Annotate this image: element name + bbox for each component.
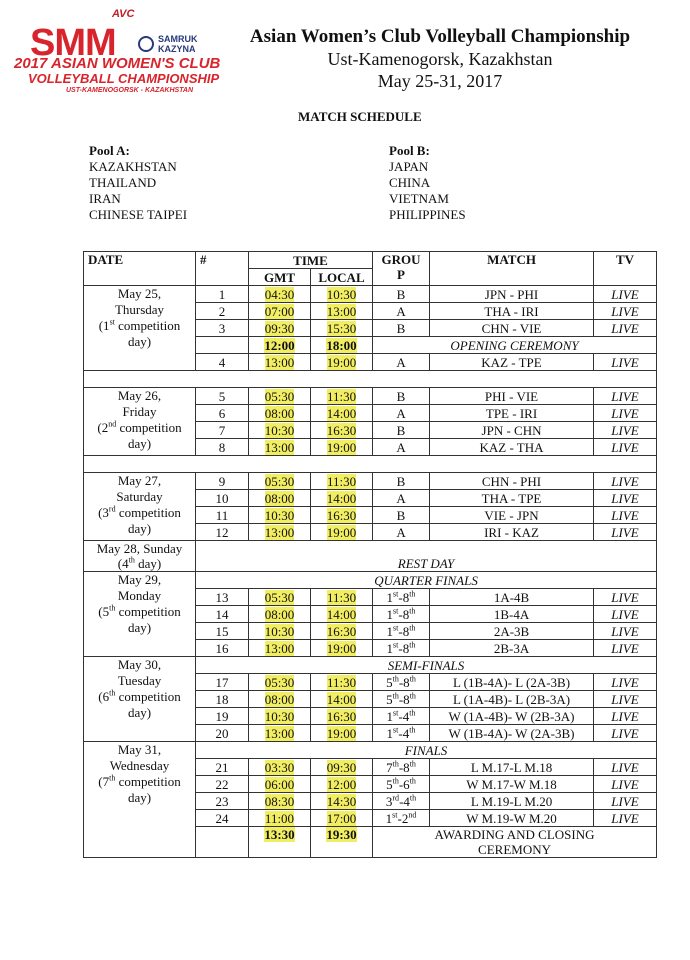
gmt-time: 09:30: [249, 320, 311, 337]
logo-line-1: 2017 ASIAN WOMEN'S CLUB: [14, 55, 221, 72]
gmt-time: 08:00: [249, 606, 311, 623]
gmt-time: 10:30: [249, 507, 311, 524]
local-time: 11:30: [311, 674, 373, 691]
rest-day-label: REST DAY: [196, 541, 657, 572]
match-group: A: [373, 490, 430, 507]
header-match: MATCH: [430, 252, 594, 286]
match-number: 17: [196, 674, 249, 691]
samruk-seal-icon: [138, 36, 154, 52]
match-teams: 2A-3B: [430, 623, 594, 640]
header-tv: TV: [594, 252, 657, 286]
match-number: 4: [196, 354, 249, 371]
match-teams: JPN - CHN: [430, 422, 594, 439]
gmt-time: 13:00: [249, 524, 311, 541]
match-number: 21: [196, 759, 249, 776]
match-teams: TPE - IRI: [430, 405, 594, 422]
pool-b: [389, 143, 466, 223]
match-group: B: [373, 507, 430, 524]
match-teams: 1B-4A: [430, 606, 594, 623]
stage-title-row: [84, 657, 657, 674]
smm-logo-text: SMM: [30, 22, 116, 64]
header-num: #: [196, 252, 249, 286]
local-time: 16:30: [311, 623, 373, 640]
tv-status: LIVE: [594, 303, 657, 320]
separator-row: [84, 456, 657, 473]
tv-status: LIVE: [594, 606, 657, 623]
local-time: 17:00: [311, 810, 373, 827]
match-number: 22: [196, 776, 249, 793]
date-cell: May 29, Monday (5th competition day): [84, 572, 196, 657]
gmt-time: 04:30: [249, 286, 311, 303]
tv-status: LIVE: [594, 473, 657, 490]
match-group: 5th-8th: [373, 674, 430, 691]
header-local: LOCAL: [311, 269, 373, 286]
gmt-time: 05:30: [249, 589, 311, 606]
pool-a-label: Pool A:: [89, 143, 130, 158]
pool-team: IRAN: [89, 191, 121, 206]
logo-line-3: UST-KAMENOGORSK - KAZAKHSTAN: [66, 87, 194, 94]
date-cell: May 30, Tuesday (6th competition day): [84, 657, 196, 742]
tv-status: LIVE: [594, 708, 657, 725]
match-teams: KAZ - THA: [430, 439, 594, 456]
match-group: A: [373, 439, 430, 456]
local-time: 15:30: [311, 320, 373, 337]
gmt-time: 08:00: [249, 405, 311, 422]
match-teams: 1A-4B: [430, 589, 594, 606]
local-time: 19:00: [311, 439, 373, 456]
match-number: 10: [196, 490, 249, 507]
local-time: 12:00: [311, 776, 373, 793]
match-teams: CHN - PHI: [430, 473, 594, 490]
match-number: [196, 337, 249, 354]
stage-title: FINALS: [196, 742, 657, 759]
championship-location: Ust-Kamenogorsk, Kazakhstan: [327, 49, 553, 69]
stage-title: SEMI-FINALS: [196, 657, 657, 674]
match-group: 1st-8th: [373, 640, 430, 657]
event-label: OPENING CEREMONY: [373, 337, 657, 354]
separator-row: [84, 371, 657, 388]
championship-logo: [10, 8, 260, 98]
championship-dates: May 25-31, 2017: [377, 71, 503, 91]
match-number: 1: [196, 286, 249, 303]
local-time: 14:00: [311, 606, 373, 623]
tv-status: LIVE: [594, 793, 657, 810]
logo-line-2: VOLLEYBALL CHAMPIONSHIP: [28, 71, 220, 86]
pool-team: PHILIPPINES: [389, 207, 466, 222]
date-cell: May 31, Wednesday (7th competition day): [84, 742, 196, 858]
match-number: 2: [196, 303, 249, 320]
gmt-time: 10:30: [249, 422, 311, 439]
match-group: 5th-8th: [373, 691, 430, 708]
match-teams: CHN - VIE: [430, 320, 594, 337]
match-group: 1st-4th: [373, 708, 430, 725]
tv-status: LIVE: [594, 674, 657, 691]
gmt-time: 08:30: [249, 793, 311, 810]
match-number: 13: [196, 589, 249, 606]
date-cell: May 28, Sunday (4th day): [84, 541, 196, 572]
date-cell: May 27, Saturday (3rd competition day): [84, 473, 196, 541]
match-group: A: [373, 524, 430, 541]
local-time: 16:30: [311, 507, 373, 524]
gmt-time: 13:00: [249, 354, 311, 371]
local-time: 19:00: [311, 354, 373, 371]
schedule-body: [84, 252, 657, 858]
match-teams: W M.19-W M.20: [430, 810, 594, 827]
table-header-row: [84, 252, 657, 269]
local-time: 14:00: [311, 691, 373, 708]
match-teams: VIE - JPN: [430, 507, 594, 524]
local-time: 19:00: [311, 524, 373, 541]
match-group: A: [373, 354, 430, 371]
match-number: 7: [196, 422, 249, 439]
match-number: 6: [196, 405, 249, 422]
match-teams: JPN - PHI: [430, 286, 594, 303]
tv-status: LIVE: [594, 439, 657, 456]
match-group: 3rd-4th: [373, 793, 430, 810]
match-number: 15: [196, 623, 249, 640]
gmt-time: 13:30: [249, 827, 311, 858]
match-number: 16: [196, 640, 249, 657]
tv-status: LIVE: [594, 405, 657, 422]
local-time: 18:00: [311, 337, 373, 354]
tv-status: LIVE: [594, 354, 657, 371]
match-teams: L M.19-L M.20: [430, 793, 594, 810]
tv-status: LIVE: [594, 623, 657, 640]
match-group: 1st-8th: [373, 589, 430, 606]
match-number: 14: [196, 606, 249, 623]
local-time: 19:00: [311, 725, 373, 742]
match-teams: L (1A-4B)- L (2B-3A): [430, 691, 594, 708]
match-teams: 2B-3A: [430, 640, 594, 657]
stage-title-row: [84, 572, 657, 589]
gmt-time: 13:00: [249, 725, 311, 742]
stage-title: QUARTER FINALS: [196, 572, 657, 589]
tv-status: LIVE: [594, 524, 657, 541]
stage-title-row: [84, 742, 657, 759]
gmt-time: 13:00: [249, 439, 311, 456]
gmt-time: 03:30: [249, 759, 311, 776]
match-number: [196, 827, 249, 858]
avc-logo-text: AVC: [112, 8, 135, 20]
closing-ceremony-label: AWARDING AND CLOSING CEREMONY: [373, 827, 657, 858]
match-teams: L (1B-4A)- L (2A-3B): [430, 674, 594, 691]
match-group: B: [373, 422, 430, 439]
local-time: 11:30: [311, 589, 373, 606]
match-group: B: [373, 388, 430, 405]
tv-status: LIVE: [594, 490, 657, 507]
match-teams: L M.17-L M.18: [430, 759, 594, 776]
match-group: A: [373, 303, 430, 320]
match-teams: IRI - KAZ: [430, 524, 594, 541]
local-time: 14:00: [311, 405, 373, 422]
pool-team: CHINESE TAIPEI: [89, 207, 188, 222]
match-number: 9: [196, 473, 249, 490]
header-date: DATE: [84, 252, 196, 286]
pool-team: CHINA: [389, 175, 431, 190]
tv-status: LIVE: [594, 422, 657, 439]
local-time: 11:30: [311, 473, 373, 490]
match-group: 5th-6th: [373, 776, 430, 793]
pool-a: [89, 143, 187, 223]
tv-status: LIVE: [594, 320, 657, 337]
header-time: TIME: [249, 252, 373, 269]
tv-status: LIVE: [594, 725, 657, 742]
match-group: 1st-8th: [373, 606, 430, 623]
rest-day-row: [84, 541, 657, 572]
match-number: 19: [196, 708, 249, 725]
match-teams: W (1A-4B)- W (2B-3A): [430, 708, 594, 725]
pool-team: KAZAKHSTAN: [89, 159, 177, 174]
match-group: 1st-2nd: [373, 810, 430, 827]
header-gmt: GMT: [249, 269, 311, 286]
gmt-time: 07:00: [249, 303, 311, 320]
document-heading: [230, 26, 650, 92]
tv-status: LIVE: [594, 691, 657, 708]
local-time: 14:00: [311, 490, 373, 507]
match-group: B: [373, 320, 430, 337]
tv-status: LIVE: [594, 388, 657, 405]
tv-status: LIVE: [594, 759, 657, 776]
tv-status: LIVE: [594, 776, 657, 793]
pool-b-label: Pool B:: [389, 143, 430, 158]
gmt-time: 08:00: [249, 490, 311, 507]
match-group: 1st-4th: [373, 725, 430, 742]
table-row: [84, 473, 657, 490]
gmt-time: 08:00: [249, 691, 311, 708]
separator-cell: [84, 456, 657, 473]
match-number: 20: [196, 725, 249, 742]
match-group: 7th-8th: [373, 759, 430, 776]
table-row: [84, 388, 657, 405]
local-time: 10:30: [311, 286, 373, 303]
match-number: 11: [196, 507, 249, 524]
local-time: 09:30: [311, 759, 373, 776]
tv-status: LIVE: [594, 589, 657, 606]
tv-status: LIVE: [594, 507, 657, 524]
match-teams: THA - TPE: [430, 490, 594, 507]
gmt-time: 10:30: [249, 623, 311, 640]
match-schedule-table: [83, 251, 657, 858]
match-teams: W (1B-4A)- W (2A-3B): [430, 725, 594, 742]
match-number: 24: [196, 810, 249, 827]
gmt-time: 05:30: [249, 473, 311, 490]
sponsor-logo-text: SAMRUK KAZYNA: [158, 34, 198, 54]
separator-cell: [84, 371, 657, 388]
match-number: 23: [196, 793, 249, 810]
match-group: B: [373, 473, 430, 490]
table-row: [84, 286, 657, 303]
local-time: 16:30: [311, 708, 373, 725]
gmt-time: 06:00: [249, 776, 311, 793]
match-number: 12: [196, 524, 249, 541]
gmt-time: 11:00: [249, 810, 311, 827]
tv-status: LIVE: [594, 810, 657, 827]
match-number: 8: [196, 439, 249, 456]
match-group: 1st-8th: [373, 623, 430, 640]
local-time: 16:30: [311, 422, 373, 439]
tv-status: LIVE: [594, 640, 657, 657]
match-group: B: [373, 286, 430, 303]
match-number: 3: [196, 320, 249, 337]
gmt-time: 05:30: [249, 674, 311, 691]
match-teams: PHI - VIE: [430, 388, 594, 405]
schedule-title: MATCH SCHEDULE: [298, 109, 422, 124]
pool-team: VIETNAM: [389, 191, 449, 206]
championship-title: Asian Women’s Club Volleyball Championship: [249, 26, 631, 47]
pool-team: THAILAND: [89, 175, 157, 190]
local-time: 14:30: [311, 793, 373, 810]
header-group: GROU P: [373, 252, 430, 286]
match-number: 18: [196, 691, 249, 708]
gmt-time: 12:00: [249, 337, 311, 354]
gmt-time: 05:30: [249, 388, 311, 405]
gmt-time: 10:30: [249, 708, 311, 725]
match-teams: W M.17-W M.18: [430, 776, 594, 793]
pool-team: JAPAN: [389, 159, 429, 174]
local-time: 19:00: [311, 640, 373, 657]
match-group: A: [373, 405, 430, 422]
local-time: 11:30: [311, 388, 373, 405]
match-teams: KAZ - TPE: [430, 354, 594, 371]
date-cell: May 25, Thursday (1st competition day): [84, 286, 196, 371]
local-time: 19:30: [311, 827, 373, 858]
gmt-time: 13:00: [249, 640, 311, 657]
local-time: 13:00: [311, 303, 373, 320]
tv-status: LIVE: [594, 286, 657, 303]
date-cell: May 26, Friday (2nd competition day): [84, 388, 196, 456]
match-number: 5: [196, 388, 249, 405]
match-teams: THA - IRI: [430, 303, 594, 320]
